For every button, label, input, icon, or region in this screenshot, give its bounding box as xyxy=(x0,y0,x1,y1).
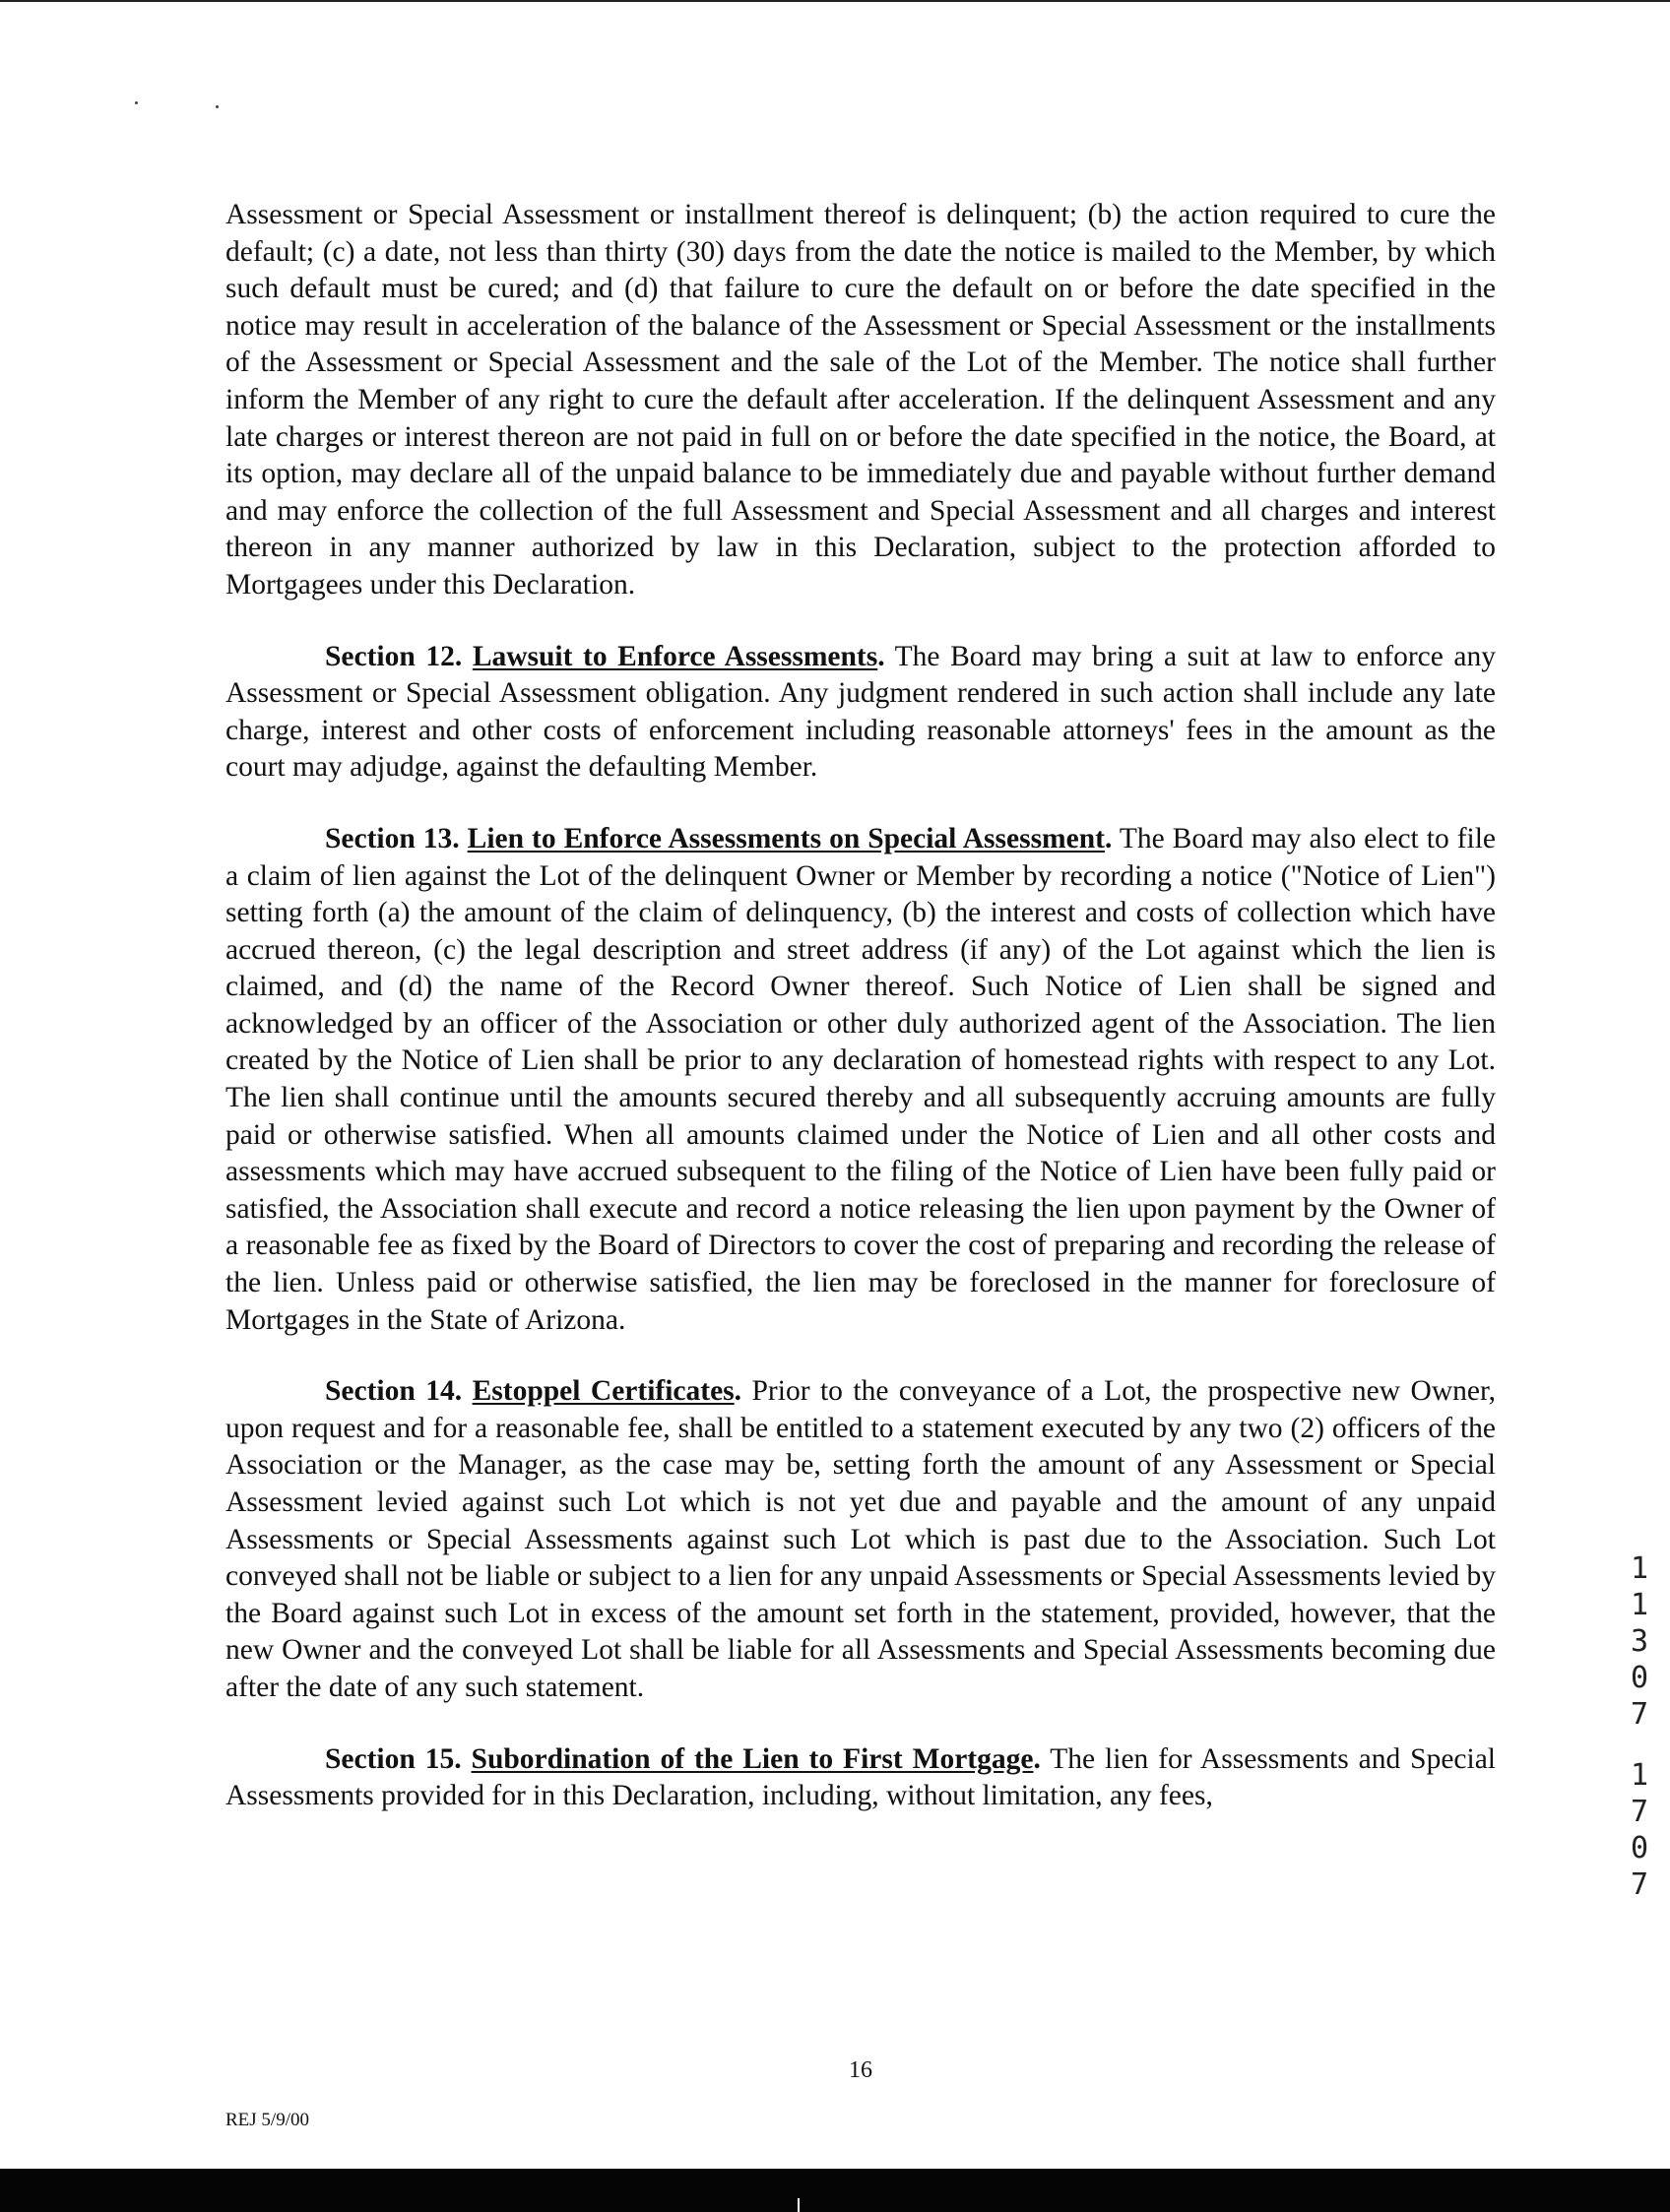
section-14-number: Section 14. xyxy=(325,1375,463,1408)
top-scan-edge xyxy=(0,0,1670,2)
stamp-digit: 7 xyxy=(1630,1795,1649,1829)
section-14-body: Prior to the conveyance of a Lot, the prospective new Owner, upon request and for a reasonable fee, shall be entitled to a statement executed by any two (2) officers of the Association or the Manager, as the case may be, setting forth the amount of any Assessment or Special Assessment levied against such Lot which is not yet due and payable and the amount of any unpaid Assessments or Special Assessments against such Lot which is past due to the Association. Such Lot conveyed shall not be liable or subject to a lien for any unpaid Assessments or Special Assessments levied by the Board against such Lot in excess of the amount set forth in the statement, provided, however, that the new Owner and the conveyed Lot shall be liable for all Assessments and Special Assessments becoming due after the date of any such statement. xyxy=(225,1375,1497,1703)
stamp-gap xyxy=(1620,1733,1659,1757)
section-13: Section 13. Lien to Enforce Assessments on Special Assessment. The Board may also elect to file a claim of lien against the Lot of the delinquent Owner or Member by recording a notice ("Notice of Lien") setting forth (a) the amount of the claim of delinquency, (b) the interest and costs of collection which have accrued thereon, (c) the legal description and street address (if any) of the Lot against which the lien is claimed, and (d) the name of the Record Owner thereof. Such Notice of Lien shall be signed and acknowledged by an officer of the Association or other duly authorized agent of the Association. The lien created by the Notice of Lien shall be prior to any declaration of homestead rights with respect to any Lot. The lien shall continue until the amounts secured thereby and all subsequently accruing amounts are fully paid or otherwise satisfied. When all amounts claimed under the Notice of Lien and all other costs and assessments which may have accrued subsequent to the filing of the Notice of Lien have been fully paid or satisfied, the Association shall execute and record a notice releasing the lien upon payment by the Owner of a reasonable fee as fixed by the Board of Directors to cover the cost of preparing and recording the release of the lien. Unless paid or otherwise satisfied, the lien may be foreclosed in the manner for foreclosure of Mortgages in the State of Arizona. xyxy=(225,822,1497,1336)
scan-tick-mark xyxy=(798,2198,800,2212)
section-12-body: The Board may bring a suit at law to enforce any Assessment or Special Assessment obligation. Any judgment rendered in such action shall include any late charge, interest and other costs of enforcement including reasonable attorneys' fees in the amount as the court may adjudge, against the defaulting Member. xyxy=(225,640,1497,784)
stamp-digit: 1 xyxy=(1630,1551,1649,1586)
scan-speck xyxy=(135,101,138,104)
section-15: Section 15. Subordination of the Lien to First Mortgage. The lien for Assessments and Special Assessments provided for in this Declaration, including, without limitation, any fees, xyxy=(225,1742,1497,1812)
stamp-digit: 3 xyxy=(1630,1624,1649,1659)
stamp-digit: 1 xyxy=(1630,1588,1649,1622)
section-14: Section 14. Estoppel Certificates. Prior to the conveyance of a Lot, the prospective new Owner, upon request and for a reasonable fee, shall be entitled to a statement executed by any two (2) officers of the Association or the Manager, as the case may be, setting forth the amount of any Assessment or Special Assessment levied against such Lot which is not yet due and payable and the amount of any unpaid Assessments or Special Assessments against such Lot which is past due to the Association. Such Lot conveyed shall not be liable or subject to a lien for any unpaid Assessments or Special Assessments levied by the Board against such Lot in excess of the amount set forth in the statement, provided, however, that the new Owner and the conveyed Lot shall be liable for all Assessments and Special Assessments becoming due after the date of any such statement. xyxy=(225,1375,1497,1703)
footer-code: REJ 5/9/00 xyxy=(225,2110,309,2130)
section-14-title: Estoppel Certificates xyxy=(472,1375,735,1408)
section-15-number: Section 15. xyxy=(325,1742,462,1775)
stamp-digit: 0 xyxy=(1630,1661,1649,1695)
recording-stamp xyxy=(1620,1550,1659,1903)
document-body xyxy=(225,197,1496,1850)
stamp-digit: 0 xyxy=(1630,1831,1649,1865)
intro-paragraph: Assessment or Special Assessment or installment thereof is delinquent; (b) the action required to cure the default; (c) a date, not less than thirty (30) days from the date the notice is mailed to the Member, by which such default must be cured; and (d) that failure to cure the default on or before the date specified in the notice may result in acceleration of the balance of the Assessment or Special Assessment or the installments of the Assessment or Special Assessment and the sale of the Lot of the Member. The notice shall further inform the Member of any right to cure the default after acceleration. If the delinquent Assessment and any late charges or interest thereon are not paid in full on or before the date specified in the notice, the Board, at its option, may declare all of the unpaid balance to be immediately due and payable without further demand and may enforce the collection of the full Assessment and Special Assessment and all charges and interest thereon in any manner authorized by law in this Declaration, subject to the protection afforded to Mortgagees under this Declaration. xyxy=(225,199,1496,600)
section-15-title: Subordination of the Lien to First Mortgage xyxy=(471,1742,1034,1775)
section-12-number: Section 12. xyxy=(325,640,463,672)
section-13-title: Lien to Enforce Assessments on Special Assessment xyxy=(467,822,1105,854)
section-12-title: Lawsuit to Enforce Assessments xyxy=(472,640,878,672)
stamp-digit: 7 xyxy=(1630,1867,1649,1902)
page-number: 16 xyxy=(849,2057,872,2083)
stamp-digit: 1 xyxy=(1630,1758,1649,1793)
section-13-number: Section 13. xyxy=(325,822,460,854)
stamp-digit: 7 xyxy=(1630,1697,1649,1732)
scan-speck xyxy=(216,105,219,108)
section-15-body: The lien for Assessments and Special Assessments provided for in this Declaration, including, without limitation, any fees, xyxy=(225,1742,1497,1812)
section-13-body: The Board may also elect to file a claim of lien against the Lot of the delinquent Owner or Member by recording a notice ("Notice of Lien") setting forth (a) the amount of the claim of delinquency, (b) the interest and costs of collection which have accrued thereon, (c) the legal description and street address (if any) of the Lot against which the lien is claimed, and (d) the name of the Record Owner thereof. Such Notice of Lien shall be signed and acknowledged by an officer of the Association or other duly authorized agent of the Association. The lien created by the Notice of Lien shall be prior to any declaration of homestead rights with respect to any Lot. The lien shall continue until the amounts secured thereby and all subsequently accruing amounts are fully paid or otherwise satisfied. When all amounts claimed under the Notice of Lien and all other costs and assessments which may have accrued subsequent to the filing of the Notice of Lien have been fully paid or satisfied, the Association shall execute and record a notice releasing the lien upon payment by the Owner of a reasonable fee as fixed by the Board of Directors to cover the cost of preparing and recording the release of the lien. Unless paid or otherwise satisfied, the lien may be foreclosed in the manner for foreclosure of Mortgages in the State of Arizona. xyxy=(225,822,1497,1336)
section-12: Section 12. Lawsuit to Enforce Assessments. The Board may bring a suit at law to enforce any Assessment or Special Assessment obligation. Any judgment rendered in such action shall include any late charge, interest and other costs of enforcement including reasonable attorneys' fees in the amount as the court may adjudge, against the defaulting Member. xyxy=(225,640,1497,784)
bottom-scan-edge xyxy=(0,2169,1670,2212)
